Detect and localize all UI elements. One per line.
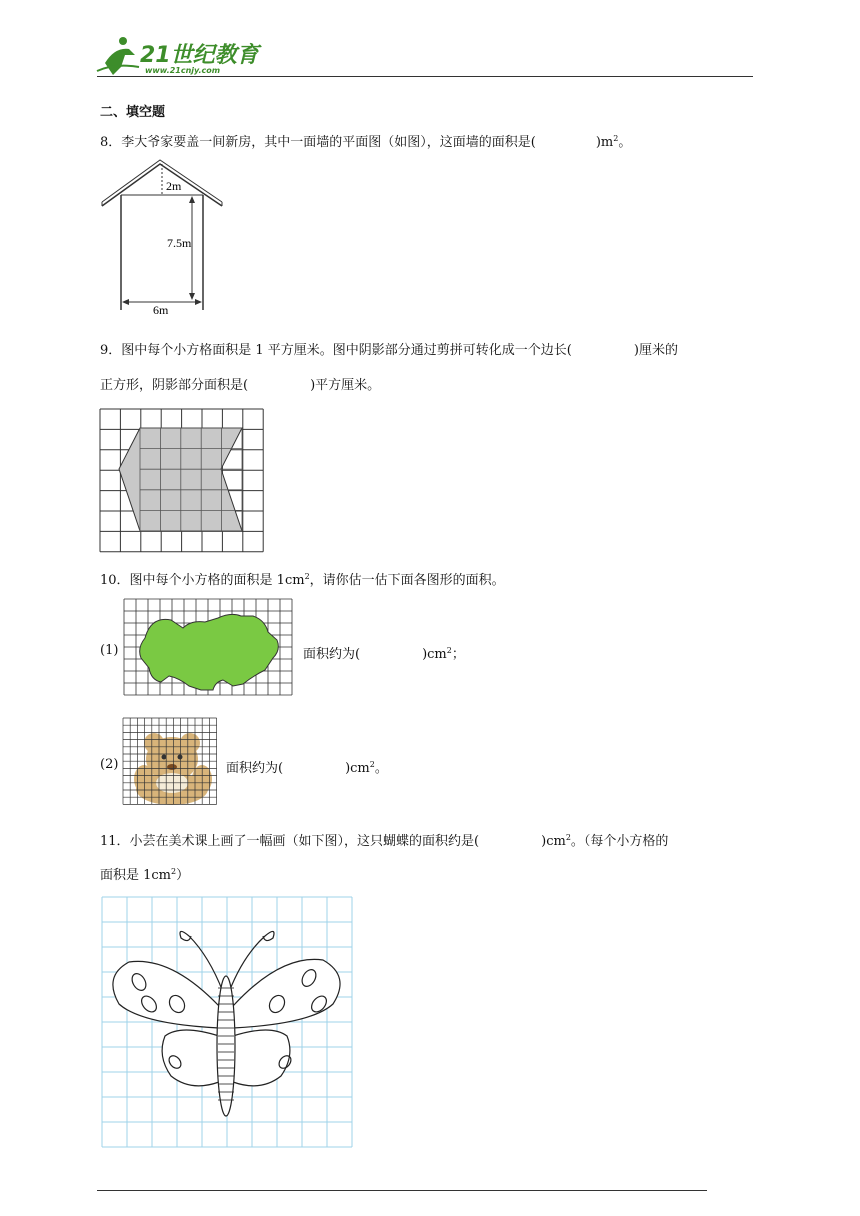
q9-line1-before: 9．图中每个小方格面积是 1 平方厘米。图中阴影部分通过剪拼可转化成一个边长( — [100, 343, 572, 358]
footer-divider — [97, 1190, 707, 1191]
q10-item1-before: 面积约为( — [303, 647, 361, 662]
q10-item1-label: (1) — [100, 643, 119, 658]
q10-item1-end: ； — [451, 647, 465, 662]
q10-item1-sup: 2 — [446, 646, 452, 655]
q11-line1-end: 。（每个小方格的 — [570, 834, 669, 849]
q10-item2-sup: 2 — [369, 760, 375, 769]
question-11-line1 — [100, 828, 668, 852]
question-10-intro — [100, 567, 505, 591]
section-title: 二、填空题 — [100, 105, 166, 120]
q11-line1-after: )cm — [541, 834, 566, 849]
shaded-grid-figure — [99, 408, 265, 554]
q11-line2-end: ） — [176, 868, 190, 883]
bear-grid — [122, 717, 220, 809]
logo-text: 21世纪教育 — [140, 43, 259, 68]
q10-item2-end: 。 — [374, 761, 388, 776]
question-9-line2 — [100, 376, 380, 396]
q8-text-before: 8．李大爷家要盖一间新房，其中一面墙的平面图（如图），这面墙的面积是( — [100, 135, 536, 150]
butterfly-drawing — [113, 931, 340, 1116]
question-8 — [100, 129, 631, 153]
q8-sup: 2 — [613, 134, 619, 143]
q11-line2-sup: 2 — [171, 867, 177, 876]
q9-line1-after: )厘米的 — [633, 343, 678, 358]
q8-end: 。 — [618, 135, 632, 150]
q9-line2-after: )平方厘米。 — [310, 378, 381, 393]
label-2m: 2m — [166, 179, 182, 193]
label-7-5m: 7.5m — [167, 236, 192, 250]
q10-item1-after: )cm — [422, 647, 447, 662]
q10-item2-label: (2) — [100, 757, 119, 772]
q10-intro-sup: 2 — [304, 572, 310, 581]
green-blob — [140, 614, 279, 690]
question-9-line1 — [100, 341, 678, 361]
green-blob-grid — [123, 598, 295, 698]
logo-url: www.21cnjy.com — [145, 66, 221, 75]
q11-line1-sup: 2 — [565, 833, 571, 842]
q10-item2-text — [226, 755, 388, 779]
q10-intro-before: 10．图中每个小方格的面积是 1cm — [100, 573, 305, 588]
q9-line2-before: 正方形，阴影部分面积是( — [100, 378, 249, 393]
q11-line1-before: 11．小芸在美术课上画了一幅画（如下图），这只蝴蝶的面积约是( — [100, 834, 480, 849]
house-wall-figure — [98, 158, 228, 318]
q10-item1-text — [303, 641, 465, 665]
bear-picture — [134, 733, 212, 805]
question-11-line2 — [100, 862, 189, 886]
header-divider — [97, 76, 753, 77]
q11-line2-before: 面积是 1cm — [100, 868, 172, 883]
butterfly-grid — [101, 896, 353, 1148]
q10-item2-after: )cm — [345, 761, 370, 776]
q10-intro-after: ，请你估一估下面各图形的面积。 — [309, 573, 505, 588]
q8-text-after: )m — [595, 135, 614, 150]
label-6m: 6m — [153, 303, 169, 317]
q10-item2-before: 面积约为( — [226, 761, 284, 776]
